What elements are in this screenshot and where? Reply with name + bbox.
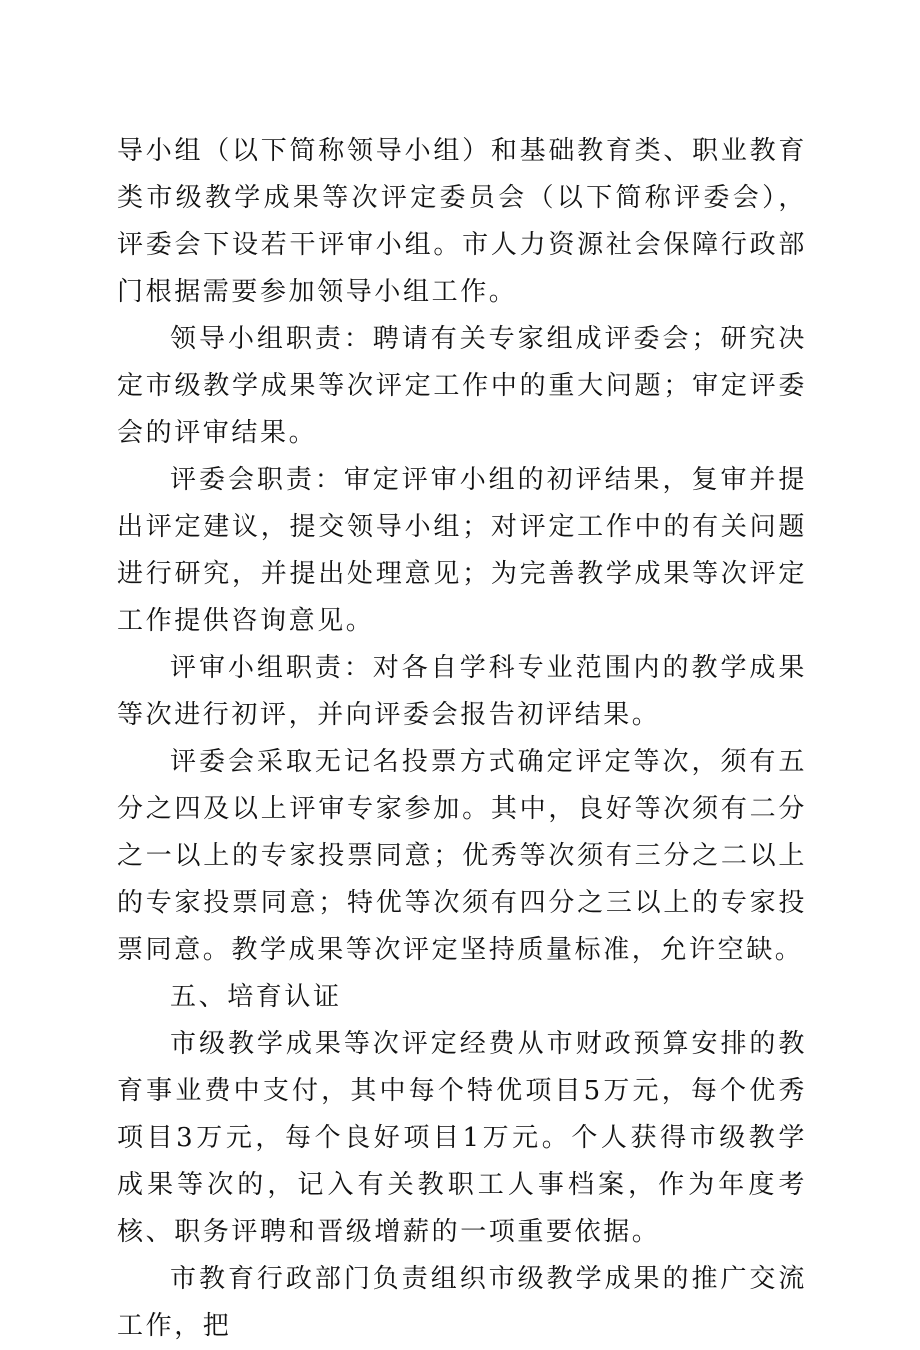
paragraph-promotion-exchange: 市教育行政部门负责组织市级教学成果的推广交流工作，把 <box>117 1264 807 1341</box>
paragraph-committee-duties: 评委会职责：审定评审小组的初评结果，复审并提出评定建议，提交领导小组；对评定工作中的有关问题进行研究，并提出处理意见；为完善教学成果等次评定工作提供咨询意见。 <box>117 465 807 636</box>
paragraph-leading-committee-setup: 导小组（以下简称领导小组）和基础教育类、职业教育类市级教学成果等次评定委员会（以下简称评委会），评委会下设若干评审小组。市人力资源社会保障行政部门根据需要参加领导小组工作。 <box>117 136 807 307</box>
paragraph-funding-and-records: 市级教学成果等次评定经费从市财政预算安排的教育事业费中支付，其中每个特优项目5万元，每个优秀项目3万元，每个良好项目1万元。个人获得市级教学成果等次的，记入有关教职工人事档案，作为年度考核、职务评聘和晋级增薪的一项重要依据。 <box>117 1029 807 1247</box>
document-body <box>117 128 807 1350</box>
paragraph-leading-group-duties: 领导小组职责：聘请有关专家组成评委会；研究决定市级教学成果等次评定工作中的重大问题；审定评委会的评审结果。 <box>117 324 807 448</box>
paragraph-review-group-duties: 评审小组职责：对各自学科专业范围内的教学成果等次进行初评，并向评委会报告初评结果。 <box>117 653 807 730</box>
paragraph-voting-rules: 评委会采取无记名投票方式确定评定等次，须有五分之四及以上评审专家参加。其中，良好等次须有二分之一以上的专家投票同意；优秀等次须有三分之二以上的专家投票同意；特优等次须有四分之三以上的专家投票同意。教学成果等次评定坚持质量标准，允许空缺。 <box>117 747 807 965</box>
section-heading-cultivation-certification: 五、培育认证 <box>170 982 342 1012</box>
